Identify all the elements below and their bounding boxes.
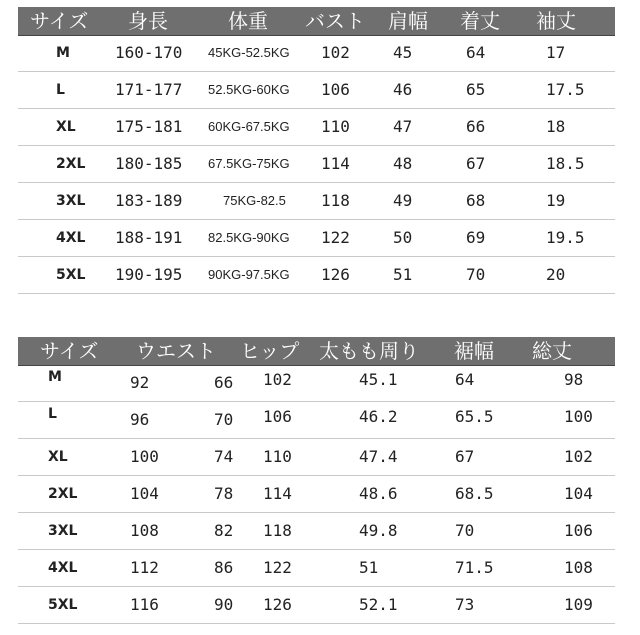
table-header (18, 7, 615, 35)
table-row (18, 513, 615, 550)
bust-cell: 106 (321, 80, 350, 99)
size-cell: 2XL (56, 156, 86, 172)
value-cell: 67 (455, 447, 475, 466)
header-total-length: 総丈 (532, 339, 572, 363)
value-cell: 118 (263, 521, 292, 540)
value-cell: 114 (263, 484, 292, 503)
length-cell: 66 (466, 117, 486, 136)
value-cell: 73 (455, 595, 475, 614)
value-cell: 98 (564, 370, 584, 389)
height-cell: 175-181 (115, 117, 183, 136)
bust-cell: 118 (321, 191, 350, 210)
header-hem-width: 裾幅 (454, 339, 494, 363)
value-cell: 106 (263, 407, 292, 426)
height-cell: 160-170 (115, 43, 183, 62)
value-cell: 71.5 (455, 558, 494, 577)
length-cell: 64 (466, 43, 486, 62)
table-row (18, 550, 615, 587)
header-hip: ヒップ (240, 339, 300, 363)
weight-cell: 52.5KG-60KG (208, 82, 290, 97)
value-cell: 102 (263, 370, 292, 389)
table-row (18, 587, 615, 624)
table-row (18, 183, 615, 220)
value-cell: 66 (214, 373, 234, 392)
shoulder-cell: 51 (393, 265, 413, 284)
size-chart-top (18, 7, 615, 294)
length-cell: 67 (466, 154, 486, 173)
sleeve-cell: 19.5 (546, 228, 585, 247)
value-cell: 104 (564, 484, 593, 503)
value-cell: 109 (564, 595, 593, 614)
value-cell: 122 (263, 558, 292, 577)
value-cell: 126 (263, 595, 292, 614)
value-cell: 74 (214, 447, 234, 466)
size-cell: L (56, 82, 65, 98)
value-cell: 110 (263, 447, 292, 466)
value-cell: 47.4 (359, 447, 398, 466)
table-row (18, 257, 615, 294)
header-height: 身長 (128, 9, 168, 33)
sleeve-cell: 17.5 (546, 80, 585, 99)
value-cell: 92 (130, 373, 150, 392)
size-cell: M (48, 369, 62, 385)
shoulder-cell: 48 (393, 154, 413, 173)
value-cell: 64 (455, 370, 475, 389)
header-sleeve-length: 袖丈 (536, 9, 576, 33)
header-thigh: 太もも周り (319, 339, 419, 363)
header-waist: ウエスト (136, 339, 216, 363)
sleeve-cell: 18.5 (546, 154, 585, 173)
size-cell: L (48, 406, 57, 422)
sleeve-cell: 17 (546, 43, 566, 62)
value-cell: 116 (130, 595, 159, 614)
value-cell: 112 (130, 558, 159, 577)
value-cell: 82 (214, 521, 234, 540)
weight-cell: 60KG-67.5KG (208, 119, 290, 134)
header-length: 着丈 (460, 9, 500, 33)
shoulder-cell: 49 (393, 191, 413, 210)
bust-cell: 102 (321, 43, 350, 62)
shoulder-cell: 47 (393, 117, 413, 136)
sleeve-cell: 19 (546, 191, 566, 210)
bust-cell: 122 (321, 228, 350, 247)
value-cell: 70 (214, 410, 234, 429)
length-cell: 69 (466, 228, 486, 247)
value-cell: 48.6 (359, 484, 398, 503)
table-row (18, 402, 615, 439)
table-row (18, 72, 615, 109)
sleeve-cell: 20 (546, 265, 566, 284)
shoulder-cell: 50 (393, 228, 413, 247)
weight-cell: 90KG-97.5KG (208, 267, 290, 282)
value-cell: 108 (130, 521, 159, 540)
value-cell: 46.2 (359, 407, 398, 426)
header-weight: 体重 (228, 9, 268, 33)
header-size: サイズ (30, 9, 89, 33)
bust-cell: 110 (321, 117, 350, 136)
size-cell: XL (56, 119, 76, 135)
header-shoulder-width: 肩幅 (388, 9, 428, 33)
value-cell: 51 (359, 558, 379, 577)
header-bust: バスト (305, 9, 365, 33)
value-cell: 70 (455, 521, 475, 540)
shoulder-cell: 46 (393, 80, 413, 99)
value-cell: 78 (214, 484, 234, 503)
height-cell: 183-189 (115, 191, 183, 210)
value-cell: 45.1 (359, 370, 398, 389)
size-cell: XL (48, 449, 68, 465)
height-cell: 171-177 (115, 80, 183, 99)
value-cell: 52.1 (359, 595, 398, 614)
value-cell: 68.5 (455, 484, 494, 503)
table-row (18, 365, 615, 402)
size-cell: 5XL (56, 267, 86, 283)
size-chart-bottom (18, 337, 615, 624)
length-cell: 68 (466, 191, 486, 210)
value-cell: 86 (214, 558, 234, 577)
bust-cell: 114 (321, 154, 350, 173)
header-size: サイズ (40, 339, 99, 363)
length-cell: 70 (466, 265, 486, 284)
size-cell: 4XL (56, 230, 86, 246)
weight-cell: 45KG-52.5KG (208, 45, 290, 60)
value-cell: 102 (564, 447, 593, 466)
bust-cell: 126 (321, 265, 350, 284)
value-cell: 100 (130, 447, 159, 466)
value-cell: 90 (214, 595, 234, 614)
table-row (18, 35, 615, 72)
sleeve-cell: 18 (546, 117, 566, 136)
size-cell: 4XL (48, 560, 78, 576)
value-cell: 65.5 (455, 407, 494, 426)
weight-cell: 75KG-82.5 (223, 193, 286, 208)
height-cell: 190-195 (115, 265, 183, 284)
size-cell: M (56, 45, 70, 61)
value-cell: 49.8 (359, 521, 398, 540)
weight-cell: 67.5KG-75KG (208, 156, 290, 171)
value-cell: 96 (130, 410, 150, 429)
table-row (18, 109, 615, 146)
value-cell: 100 (564, 407, 593, 426)
shoulder-cell: 45 (393, 43, 413, 62)
table-row (18, 146, 615, 183)
size-cell: 2XL (48, 486, 78, 502)
value-cell: 106 (564, 521, 593, 540)
height-cell: 188-191 (115, 228, 183, 247)
length-cell: 65 (466, 80, 486, 99)
table-row (18, 476, 615, 513)
value-cell: 104 (130, 484, 159, 503)
size-cell: 5XL (48, 597, 78, 613)
size-cell: 3XL (56, 193, 86, 209)
table-row (18, 220, 615, 257)
value-cell: 108 (564, 558, 593, 577)
table-row (18, 439, 615, 476)
weight-cell: 82.5KG-90KG (208, 230, 290, 245)
height-cell: 180-185 (115, 154, 183, 173)
table-header (18, 337, 615, 365)
size-cell: 3XL (48, 523, 78, 539)
